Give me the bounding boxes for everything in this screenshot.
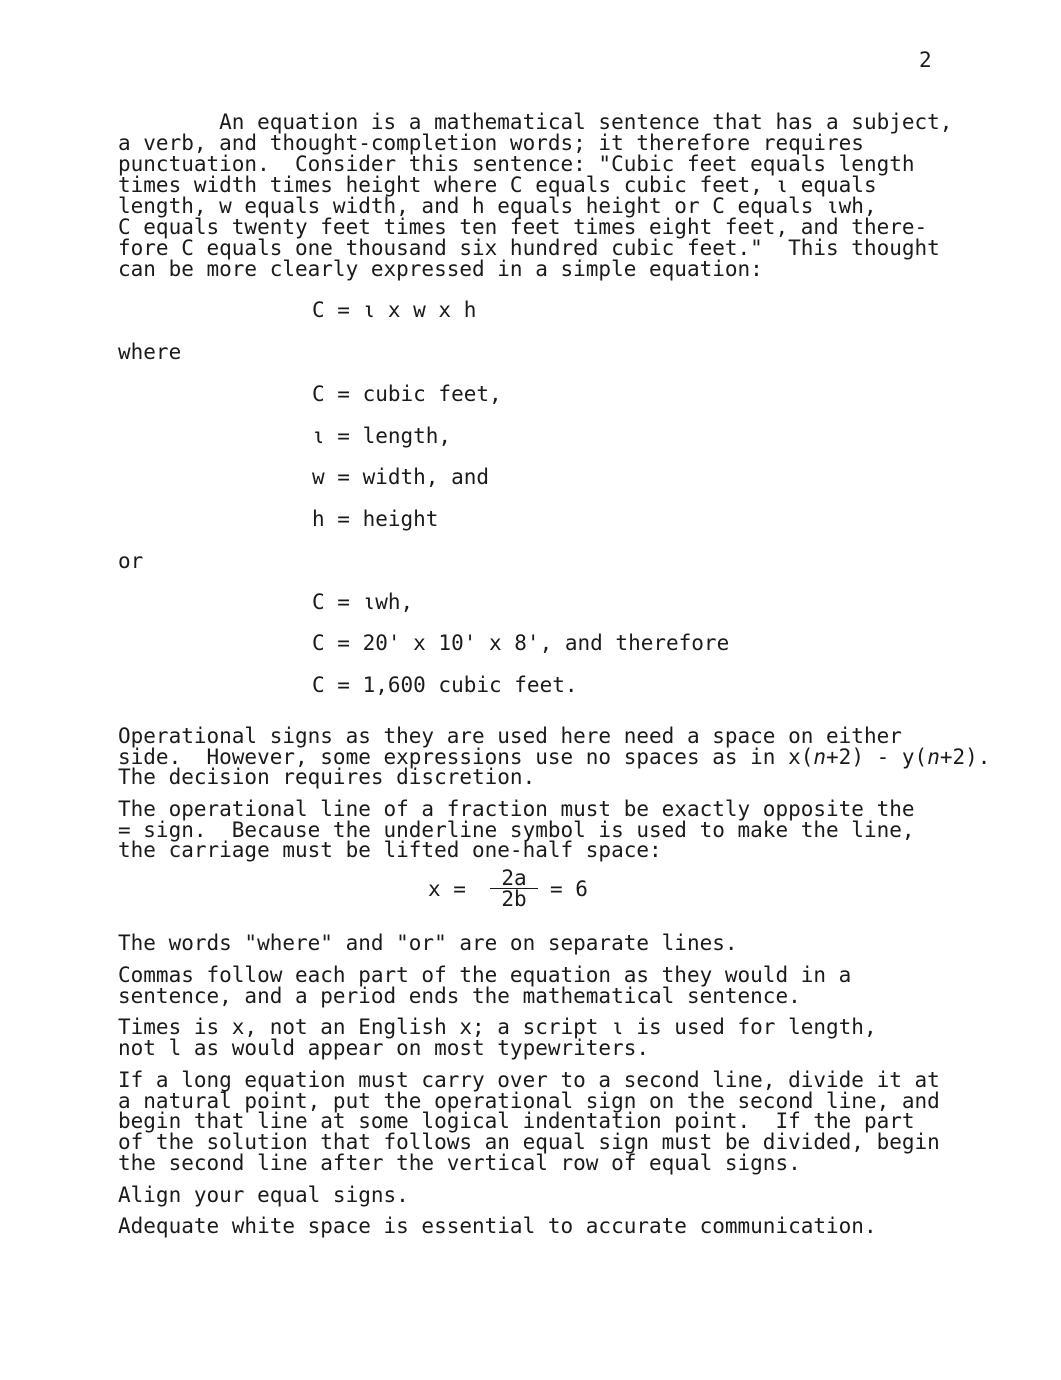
intro-line: length, w equals width, and h equals height or C equals ιwh, bbox=[118, 194, 877, 218]
paragraph-line: the carriage must be lifted one-half space: bbox=[118, 838, 662, 862]
text-segment: +2). bbox=[939, 745, 991, 769]
paragraph-line: of the solution that follows an equal sign must be divided, begin bbox=[118, 1130, 940, 1154]
paragraph-line: not l as would appear on most typewriters. bbox=[118, 1036, 650, 1060]
definition-item: w = width, and bbox=[312, 465, 490, 489]
rule-whitespace: Adequate white space is essential to accurate communication. bbox=[118, 1214, 877, 1238]
equation-line: C = 20' x 10' x 8', and therefore bbox=[312, 631, 730, 655]
page-number: 2 bbox=[919, 48, 932, 72]
paragraph-line: = sign. Because the underline symbol is used to make the line, bbox=[118, 818, 915, 842]
paragraph-line: Operational signs as they are used here need a space on either bbox=[118, 724, 902, 748]
paragraph-line: The operational line of a fraction must be exactly opposite the bbox=[118, 797, 915, 821]
paragraph-line: a natural point, put the operational sign on the second line, and bbox=[118, 1089, 940, 1113]
paragraph-line: the second line after the vertical row of equal signs. bbox=[118, 1151, 801, 1175]
equation-line: C = 1,600 cubic feet. bbox=[312, 673, 578, 697]
paragraph-line: The decision requires discretion. bbox=[118, 765, 536, 789]
paragraph-line: Commas follow each part of the equation as they would in a bbox=[118, 963, 852, 987]
variable-n: n bbox=[813, 745, 827, 769]
text-segment: side. However, some expressions use no spaces as in x( bbox=[118, 745, 814, 769]
definition-item: C = cubic feet, bbox=[312, 382, 502, 406]
equation-line: C = ιwh, bbox=[312, 590, 414, 614]
fraction bbox=[490, 868, 538, 909]
fraction-lhs: x = bbox=[428, 877, 466, 901]
fraction-denominator: 2b bbox=[501, 887, 527, 911]
word-or: or bbox=[118, 549, 144, 573]
paragraph-line: Times is x, not an English x; a script ι is used for length, bbox=[118, 1015, 877, 1039]
intro-line: punctuation. Consider this sentence: "Cubic feet equals length bbox=[118, 152, 915, 176]
fraction-rhs: = 6 bbox=[550, 877, 588, 901]
paragraph-line: begin that line at some logical indentation point. If the part bbox=[118, 1109, 915, 1133]
fraction-numerator: 2a bbox=[490, 868, 538, 889]
intro-line: can be more clearly expressed in a simple equation: bbox=[118, 257, 763, 281]
rule-where-or: The words "where" and "or" are on separate lines. bbox=[118, 931, 738, 955]
definition-item: h = height bbox=[312, 507, 439, 531]
equation-main: C = ι x w x h bbox=[312, 298, 477, 322]
paragraph-line: sentence, and a period ends the mathematical sentence. bbox=[118, 984, 801, 1008]
intro-line: a verb, and thought-completion words; it therefore requires bbox=[118, 131, 864, 155]
text-segment: +2) - y( bbox=[826, 745, 928, 769]
rule-align: Align your equal signs. bbox=[118, 1183, 409, 1207]
definition-item: ι = length, bbox=[312, 424, 452, 448]
intro-line: fore C equals one thousand six hundred cubic feet." This thought bbox=[118, 236, 940, 260]
intro-line: C equals twenty feet times ten feet times eight feet, and there- bbox=[118, 215, 928, 239]
paragraph-line: If a long equation must carry over to a second line, divide it at bbox=[118, 1068, 940, 1092]
intro-line: times width times height where C equals cubic feet, ι equals bbox=[118, 173, 877, 197]
intro-line: An equation is a mathematical sentence that has a subject, bbox=[118, 110, 953, 134]
word-where: where bbox=[118, 340, 182, 364]
variable-n: n bbox=[927, 745, 940, 769]
